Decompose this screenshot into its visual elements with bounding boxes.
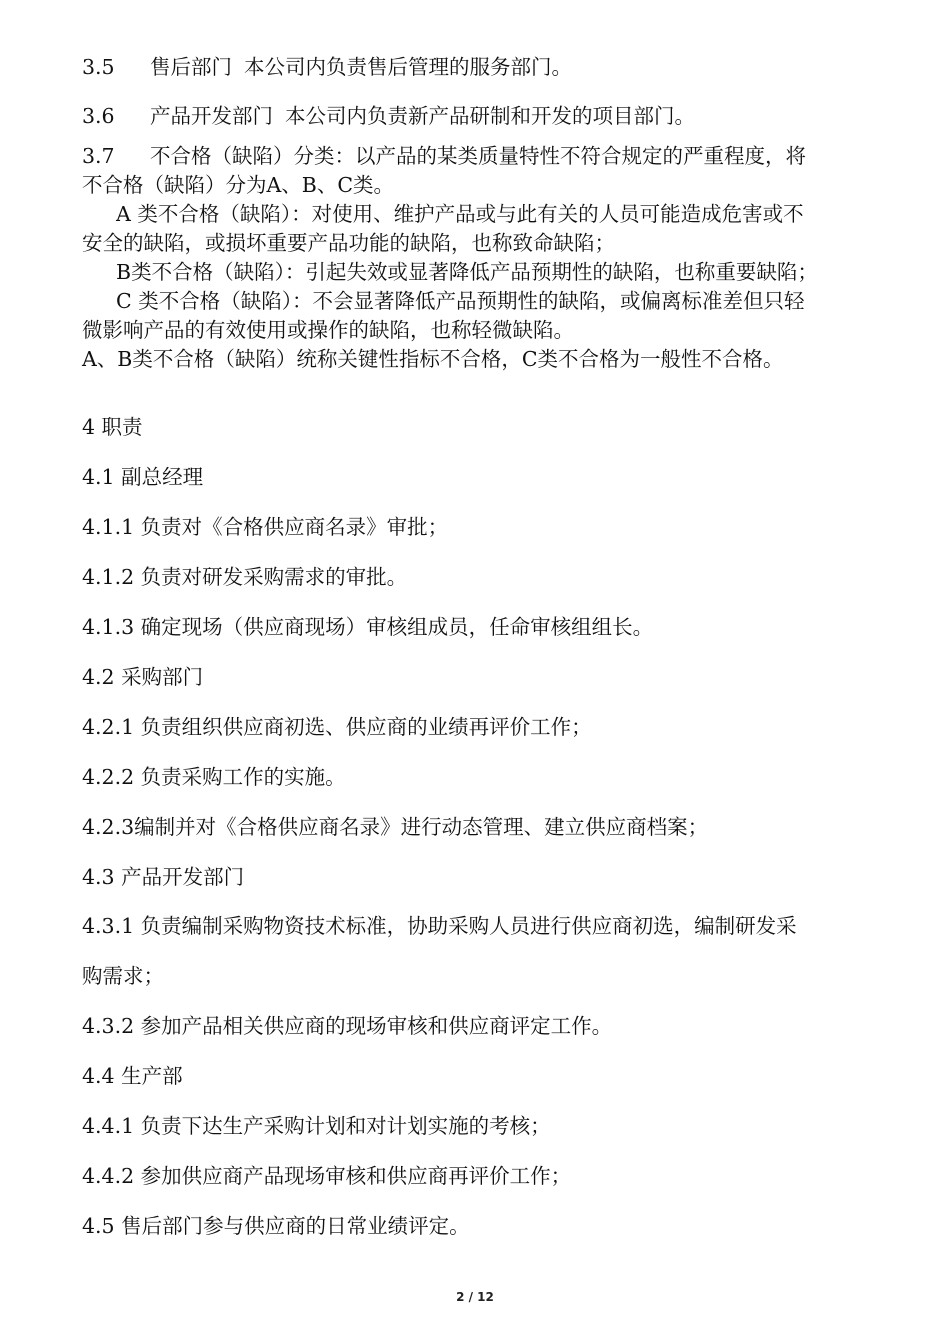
section-title: 产品开发部门 xyxy=(150,104,273,128)
section-4-4: 4.4 生产部 xyxy=(82,1064,183,1088)
section-4-3-2: 4.3.2 参加产品相关供应商的现场审核和供应商评定工作。 xyxy=(82,1014,613,1038)
section-4-1-2: 4.1.2 负责对研发采购需求的审批。 xyxy=(82,565,408,589)
class-a-definition: A 类不合格（缺陷）：对使用、维护产品或与此有关的人员可能造成危害或不 xyxy=(116,202,804,226)
section-3-7 xyxy=(82,142,870,171)
section-4-2-2: 4.2.2 负责采购工作的实施。 xyxy=(82,765,346,789)
section-4-4-2: 4.4.2 参加供应商产品现场审核和供应商再评价工作； xyxy=(82,1164,572,1188)
section-4-2: 4.2 采购部门 xyxy=(82,665,204,689)
class-a-definition-cont: 安全的缺陷，或损坏重要产品功能的缺陷，也称致命缺陷； xyxy=(82,231,615,255)
section-text: 本公司内负责售后管理的服务部门。 xyxy=(244,55,572,79)
class-ab-summary: A、B类不合格（缺陷）统称关键性指标不合格，C类不合格为一般性不合格。 xyxy=(82,347,784,371)
section-text: 本公司内负责新产品研制和开发的项目部门。 xyxy=(285,104,695,128)
section-3-5 xyxy=(82,53,870,82)
section-4-3: 4.3 产品开发部门 xyxy=(82,865,245,889)
class-c-definition: C 类不合格（缺陷）：不会显著降低产品预期性的缺陷，或偏离标准差但只轻 xyxy=(116,289,805,313)
section-4-2-3: 4.2.3编制并对《合格供应商名录》进行动态管理、建立供应商档案； xyxy=(82,815,709,839)
section-4-heading: 4 职责 xyxy=(82,415,143,439)
section-4-4-1: 4.4.1 负责下达生产采购计划和对计划实施的考核； xyxy=(82,1114,551,1138)
section-4-1-1: 4.1.1 负责对《合格供应商名录》审批； xyxy=(82,515,449,539)
section-4-1-3: 4.1.3 确定现场（供应商现场）审核组成员，任命审核组组长。 xyxy=(82,615,654,639)
section-4-5: 4.5 售后部门参与供应商的日常业绩评定。 xyxy=(82,1214,470,1238)
section-3-7-cont: 不合格（缺陷）分为A、B、C类。 xyxy=(82,173,395,197)
section-title: 售后部门 xyxy=(150,55,232,79)
section-4-2-1: 4.2.1 负责组织供应商初选、供应商的业绩再评价工作； xyxy=(82,715,592,739)
section-number: 3.7 xyxy=(82,144,115,168)
section-number: 3.5 xyxy=(82,55,115,79)
section-4-3-1-cont: 购需求； xyxy=(82,964,164,988)
class-c-definition-cont: 微影响产品的有效使用或操作的缺陷，也称轻微缺陷。 xyxy=(82,318,574,342)
section-4-3-1: 4.3.1 负责编制采购物资技术标准，协助采购人员进行供应商初选，编制研发采 xyxy=(82,914,797,938)
class-b-definition: B类不合格（缺陷）：引起失效或显著降低产品预期性的缺陷，也称重要缺陷； xyxy=(116,260,818,284)
section-text: 不合格（缺陷）分类：以产品的某类质量特性不符合规定的严重程度，将 xyxy=(150,144,806,168)
page-number: 2 / 12 xyxy=(456,1290,494,1304)
section-number: 3.6 xyxy=(82,104,115,128)
section-3-6 xyxy=(82,102,870,131)
section-4-1: 4.1 副总经理 xyxy=(82,465,204,489)
